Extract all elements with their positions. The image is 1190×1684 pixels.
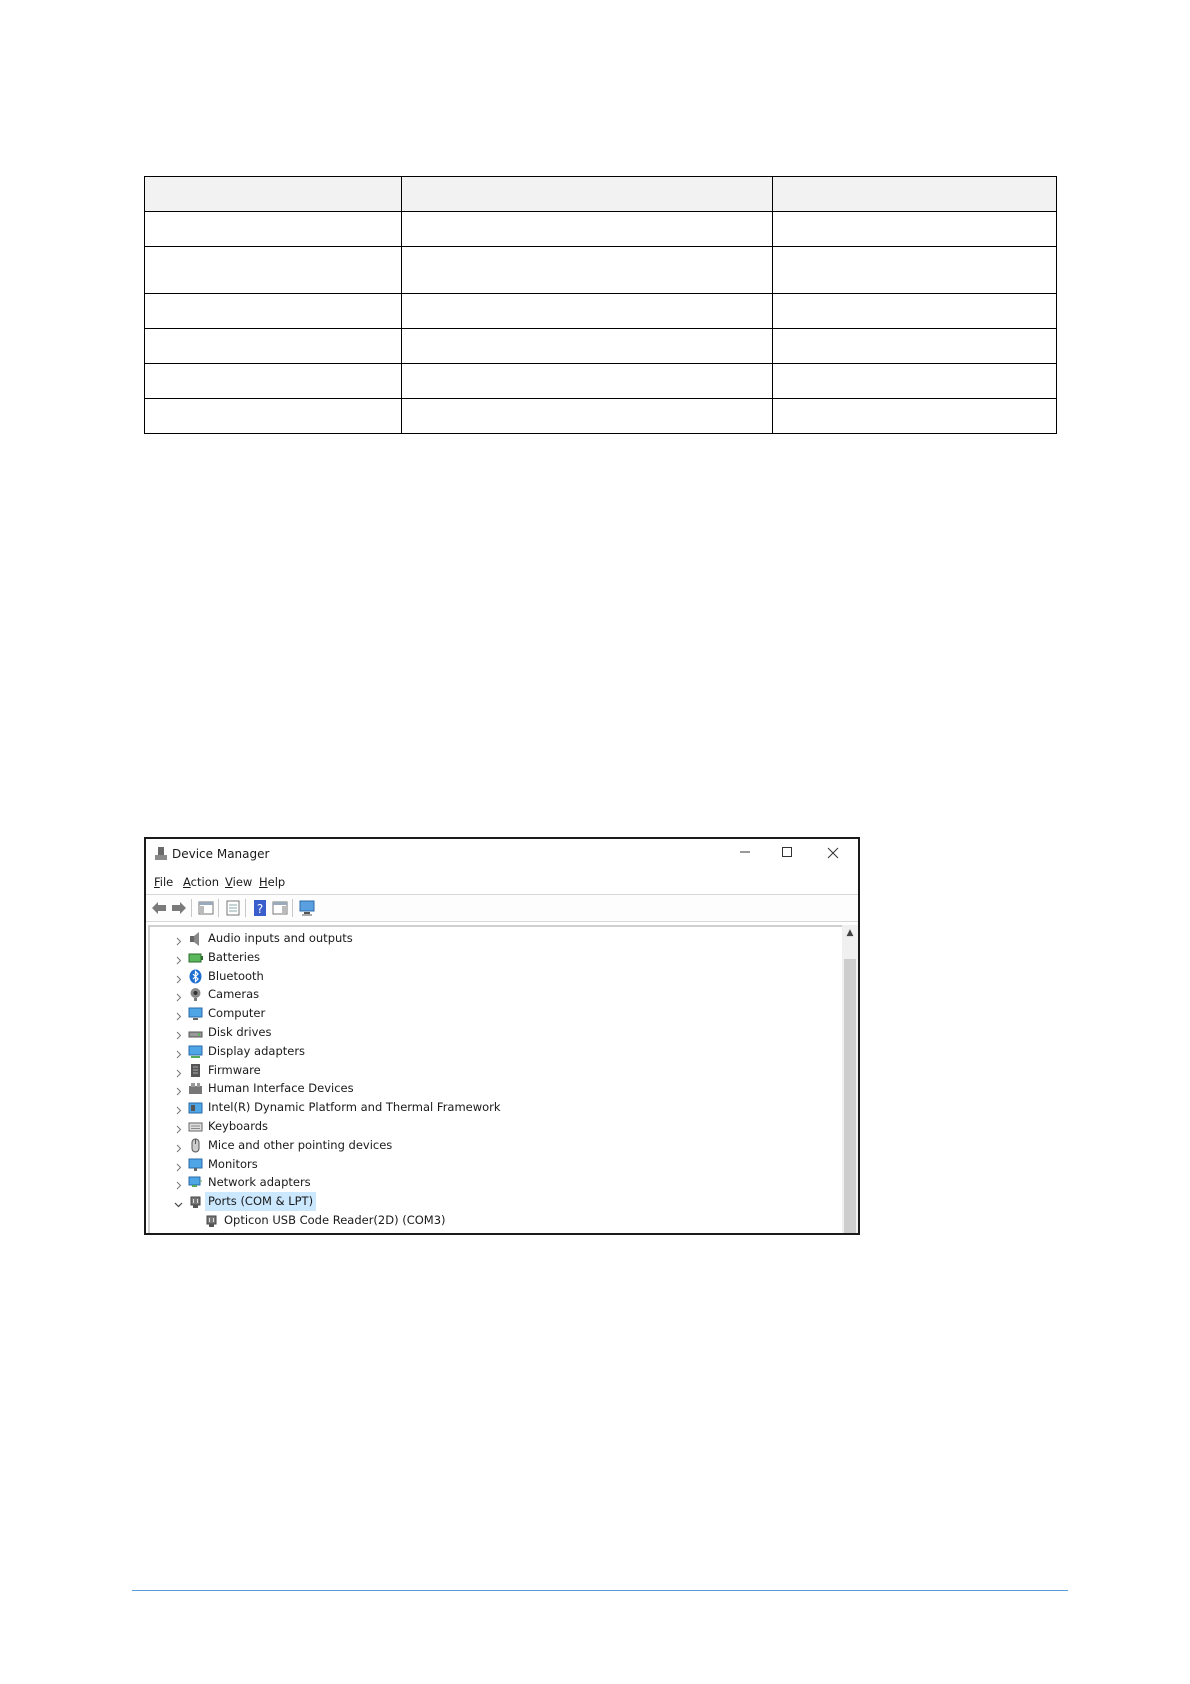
disk-drive-icon: [188, 1025, 203, 1040]
port-icon: [204, 1213, 219, 1228]
tree-item-label: Keyboards: [208, 1119, 269, 1133]
table-cell: [401, 212, 773, 247]
tree-item-category[interactable]: [150, 1023, 842, 1042]
tree-item-category[interactable]: [150, 1098, 842, 1117]
tree-item-category[interactable]: [150, 1061, 842, 1080]
device-manager-app-icon: [155, 847, 167, 861]
svg-text:?: ?: [256, 902, 264, 916]
scan-hardware-changes-icon[interactable]: [298, 899, 316, 917]
table-cell: [145, 212, 402, 247]
table-cell: [773, 294, 1057, 329]
close-button[interactable]: [816, 843, 850, 865]
port-icon: [188, 1194, 203, 1209]
toolbar-separator: [218, 899, 219, 917]
firmware-icon: [188, 1063, 203, 1078]
tree-item-label: Display adapters: [208, 1043, 306, 1058]
menu-help[interactable]: Help: [259, 875, 286, 889]
table-header-cell: [401, 177, 773, 212]
table-cell: [401, 247, 773, 294]
tree-item-label: Computer: [208, 1006, 266, 1021]
menu-bar: [146, 873, 858, 893]
computer-icon: [188, 1006, 203, 1021]
forward-arrow-icon[interactable]: [170, 899, 188, 917]
toolbar-separator: [292, 899, 293, 917]
menu-view[interactable]: View: [225, 875, 253, 889]
table-cell: [145, 329, 402, 364]
properties-icon[interactable]: [224, 899, 242, 917]
table-cell: [773, 212, 1057, 247]
display-adapter-icon: [188, 1044, 203, 1059]
tree-item-label: Batteries: [208, 949, 261, 964]
scrollbar-thumb[interactable]: [844, 959, 856, 1233]
device-tree: [148, 925, 842, 1233]
network-adapter-icon: [188, 1175, 203, 1190]
scroll-up-icon[interactable]: ▲: [846, 928, 854, 938]
tree-item-label: Monitors: [208, 1156, 258, 1171]
tree-item-category[interactable]: [150, 985, 842, 1004]
tree-item-category[interactable]: [150, 967, 842, 986]
menu-action[interactable]: Action: [183, 875, 220, 889]
close-icon: [827, 847, 839, 859]
camera-icon: [188, 987, 203, 1002]
window-title: Device Manager: [172, 847, 270, 861]
tree-item-label: Ports (COM & LPT): [205, 1192, 316, 1211]
toolbar: [146, 894, 858, 922]
tree-item-category[interactable]: [150, 948, 842, 967]
help-icon[interactable]: [251, 899, 269, 917]
table-cell: [145, 399, 402, 434]
tree-item-label: Audio inputs and outputs: [208, 931, 353, 945]
device-manager-window: [144, 837, 860, 1235]
tree-item-category[interactable]: [150, 1079, 842, 1098]
toolbar-separator: [245, 899, 246, 917]
tree-item-label: Network adapters: [208, 1175, 311, 1190]
bluetooth-icon: [188, 969, 203, 984]
tree-item-label: Bluetooth: [208, 968, 264, 983]
minimize-button[interactable]: [728, 843, 762, 865]
tree-item-category[interactable]: [150, 1192, 842, 1211]
table-cell: [401, 399, 773, 434]
tree-item-category[interactable]: [150, 929, 842, 948]
title-bar: [146, 839, 858, 869]
table-header-cell: [773, 177, 1057, 212]
table-cell: [773, 329, 1057, 364]
table-cell: [145, 294, 402, 329]
tree-item-label: Mice and other pointing devices: [208, 1137, 393, 1152]
table-cell: [773, 399, 1057, 434]
table-header-cell: [145, 177, 402, 212]
back-arrow-icon[interactable]: [150, 899, 168, 917]
table-cell: [401, 294, 773, 329]
tree-item-label: Firmware: [208, 1062, 261, 1077]
footer-rule: [132, 1590, 1068, 1591]
tree-item-label: Human Interface Devices: [208, 1081, 354, 1096]
table-cell: [145, 364, 402, 399]
monitor-icon: [188, 1157, 203, 1172]
table-cell: [145, 247, 402, 294]
maximize-button[interactable]: [770, 843, 804, 865]
tree-item-category[interactable]: [150, 1004, 842, 1023]
show-hide-console-tree-icon[interactable]: [197, 899, 215, 917]
maximize-icon: [781, 846, 793, 858]
tree-item-label: Intel(R) Dynamic Platform and Thermal Framework: [208, 1100, 501, 1115]
tree-item-category[interactable]: [150, 1136, 842, 1155]
tree-item-category[interactable]: [150, 1117, 842, 1136]
tree-item-category[interactable]: [150, 1042, 842, 1061]
toolbar-separator: [191, 899, 192, 917]
minimize-icon: [739, 846, 751, 858]
hid-icon: [188, 1081, 203, 1096]
speaker-icon: [188, 931, 203, 946]
table-cell: [773, 247, 1057, 294]
battery-icon: [188, 950, 203, 965]
tree-item-device[interactable]: [150, 1211, 842, 1230]
tree-item-category[interactable]: [150, 1173, 842, 1192]
table-cell: [401, 329, 773, 364]
empty-table: [144, 176, 1057, 434]
tree-item-label: Opticon USB Code Reader(2D) (COM3): [224, 1213, 446, 1227]
action-pane-icon[interactable]: [271, 899, 289, 917]
menu-file[interactable]: File: [154, 875, 174, 889]
tree-item-label: Disk drives: [208, 1025, 272, 1039]
tree-item-category[interactable]: [150, 1155, 842, 1174]
tree-item-label: Cameras: [208, 987, 260, 1002]
intel-framework-icon: [188, 1100, 203, 1115]
mouse-icon: [188, 1138, 203, 1153]
table-cell: [773, 364, 1057, 399]
keyboard-icon: [188, 1119, 203, 1134]
table-cell: [401, 364, 773, 399]
